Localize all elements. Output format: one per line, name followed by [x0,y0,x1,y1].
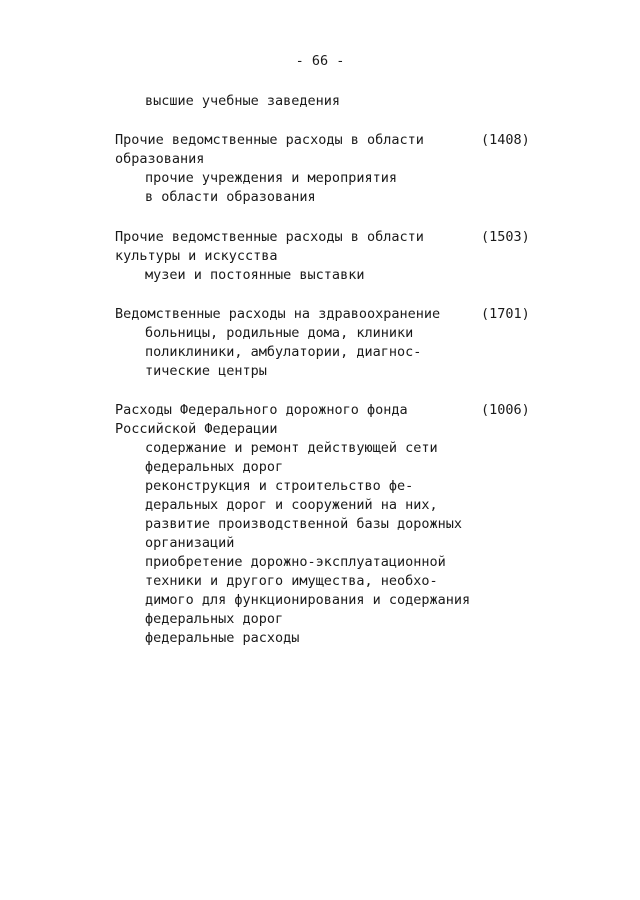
section-heading-line: образования [115,151,205,167]
section-item: федеральных дорог [145,459,284,475]
section-item: федеральные расходы [145,630,300,646]
section-item: содержание и ремонт действующей сети [145,440,438,456]
section-heading-line: Российской Федерации [115,421,278,437]
section-code: (1701) [481,306,530,322]
section-heading-line: Прочие ведомственные расходы в области [115,229,424,245]
section-item: тические центры [145,363,267,379]
section-item: реконструкция и строительство фе- [145,478,414,494]
section-item: больницы, родильные дома, клиники [145,325,414,341]
section-heading-line: Расходы Федерального дорожного фонда [115,402,408,418]
section-item: димого для функционирования и содержания [145,592,471,608]
section-item: приобретение дорожно-эксплуатационной [145,554,446,570]
section-item: музеи и постоянные выставки [145,267,365,283]
section-code: (1408) [481,132,530,148]
section-heading-line: Ведомственные расходы на здравоохранение [115,306,441,322]
section-heading-line: культуры и искусства [115,248,278,264]
section-item: деральных дорог и сооружений на них, [145,497,438,513]
section-item: техники и другого имущества, необхо- [145,573,438,589]
section-code: (1006) [481,402,530,418]
section-item: развитие производственной базы дорожных [145,516,462,532]
section-item: федеральных дорог [145,611,284,627]
section-item: поликлиники, амбулатории, диагнос- [145,344,422,360]
page-number: - 66 - [295,53,345,69]
intro-line: высшие учебные заведения [145,93,341,109]
section-code: (1503) [481,229,530,245]
section-item: прочие учреждения и мероприятия [145,170,397,186]
section-item: организаций [145,535,235,551]
section-heading-line: Прочие ведомственные расходы в области [115,132,424,148]
section-item: в области образования [145,189,316,205]
